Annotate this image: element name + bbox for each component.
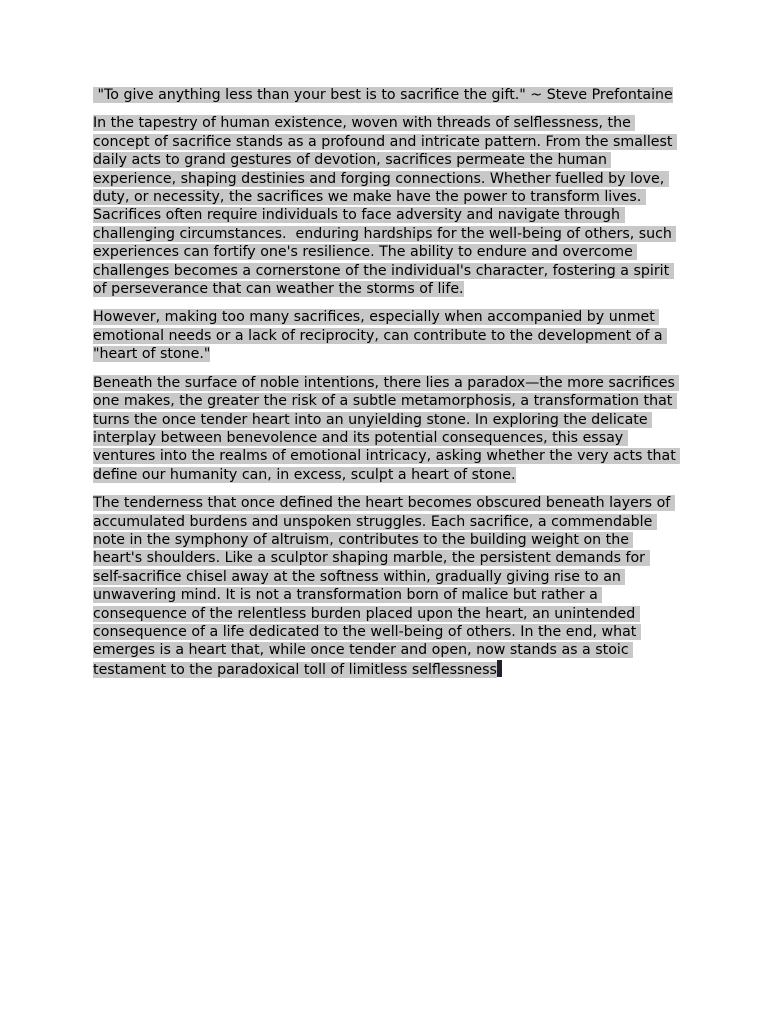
- paragraph-1[interactable]: [93, 114, 677, 298]
- paragraph-text: The tenderness that once defined the heart becomes obscured beneath layers of accumulated burdens and unspoken struggles. Each sacrifice, a commendable note in the symphony of altruism, contributes to the building weight on the heart's shoulders. Like a sculptor shaping marble, the persistent demands for self-sacrifice chisel away at the softness within, gradually giving rise to an unwavering mind. It is not a transformation born of malice but rather a consequence of the relentless burden placed upon the heart, an unintended consequence of a life dedicated to the well-being of others. In the end, what emerges is a heart that, while once tender and open, now stands as a stoic testament to the paradoxical toll of limitless selflessness: [93, 495, 675, 678]
- paragraph-text: However, making too many sacrifices, especially when accompanied by unmet emotional needs or a lack of reciprocity, can contribute to the development of a "heart of stone.": [93, 309, 668, 363]
- quote-text: "To give anything less than your best is to sacrifice the gift." ~ Steve Prefontaine: [93, 87, 673, 103]
- document-page[interactable]: [93, 86, 681, 689]
- paragraph-text: Beneath the surface of noble intentions, there lies a paradox—the more sacrifices one makes, the greater the risk of a subtle metamorphosis, a transformation that turns the once tender heart into an unyielding stone. In exploring the delicate interplay between benevolence and its potential consequences, this essay ventures into the realms of emotional intricacy, asking whether the very acts that define our humanity can, in excess, sculpt a heart of stone.: [93, 374, 681, 483]
- paragraph-text: In the tapestry of human existence, woven with threads of selflessness, the concept of sacrifice stands as a profound and intricate pattern. From the smallest daily acts to grand gestures of devotion, sacrifices permeate the human experience, shaping destinies and forging connections. Whether fuelled by love, duty, or necessity, the sacrifices we make have the power to transform lives. Sacrifices often require individuals to face adversity and navigate through challenging circumstances. enduring hardships for the well-being of others, such experiences can fortify one's resilience. The ability to endure and overcome challenges becomes a cornerstone of the individual's character, fostering a spirit of perseverance that can weather the storms of life.: [93, 115, 677, 298]
- epigraph-quote[interactable]: [93, 86, 677, 104]
- text-cursor: [497, 660, 502, 677]
- paragraph-3[interactable]: [93, 374, 681, 484]
- paragraph-4[interactable]: [93, 494, 677, 679]
- paragraph-2[interactable]: [93, 308, 677, 363]
